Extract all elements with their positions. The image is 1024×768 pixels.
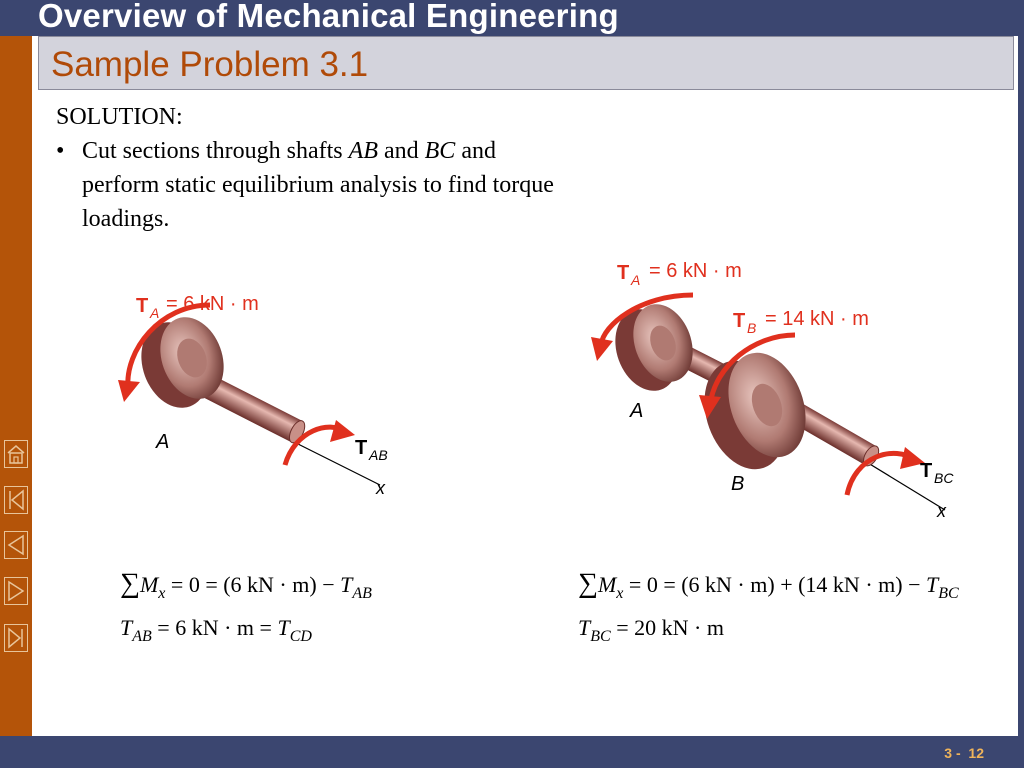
torque-a-sub: A <box>150 305 160 321</box>
bullet-text-part-1: Cut sections through shafts <box>82 138 349 164</box>
point-b-label: B <box>731 473 745 495</box>
bullet-marker: • <box>56 138 65 164</box>
torque-symbol: T <box>120 615 133 640</box>
moment-sub: x <box>616 585 624 602</box>
equation-right-result <box>578 615 724 645</box>
torque-b-value: = 14 kN · m <box>765 308 869 330</box>
torque-ab-sub: AB <box>369 447 388 463</box>
torque-symbol: T <box>578 615 591 640</box>
bullet-and: and <box>377 138 425 164</box>
first-slide-button[interactable] <box>4 486 28 514</box>
x-axis-label: x <box>376 478 385 498</box>
home-button[interactable] <box>4 440 28 468</box>
torque-ab-label: T <box>355 437 368 459</box>
torque-sub: AB <box>132 628 152 645</box>
torque-a-label: T <box>617 262 630 284</box>
equation-body: = 6 kN · m = <box>151 615 278 640</box>
slide-title-box <box>38 36 1014 90</box>
torque-ab-arrowhead <box>330 420 355 442</box>
footer-bar <box>0 736 1024 768</box>
previous-slide-icon <box>6 533 26 557</box>
home-icon <box>6 443 26 465</box>
bullet-text <box>82 134 556 236</box>
torque-symbol-2: T <box>277 615 290 640</box>
moment-symbol: M <box>139 572 159 597</box>
slide-title: Sample Problem 3.1 <box>51 45 369 84</box>
equation-left-result <box>120 615 312 645</box>
disk-a <box>604 296 703 400</box>
moment-sub: x <box>158 585 166 602</box>
equation-body: = 20 kN · m <box>610 615 724 640</box>
shaft-ab-figure <box>100 280 410 505</box>
torque-bc-sub: BC <box>934 470 954 486</box>
shaft-ab-label: AB <box>348 138 378 164</box>
equation-body: = 0 = (6 kN · m) + (14 kN · m) − <box>623 572 926 597</box>
torque-sub: BC <box>938 585 959 602</box>
torque-a-label: T <box>136 295 149 317</box>
torque-a-arrowhead <box>118 380 140 402</box>
course-title: Overview of Mechanical Engineering <box>38 0 619 34</box>
solution-text <box>56 100 556 236</box>
torque-sub-2: CD <box>289 628 312 645</box>
torque-bc-label: T <box>920 460 933 482</box>
point-a-label: A <box>630 400 644 422</box>
equation-left-sum <box>120 568 372 600</box>
last-slide-icon <box>6 626 26 650</box>
first-slide-icon <box>6 488 26 512</box>
solution-label: SOLUTION: <box>56 104 183 130</box>
torque-b-sub: B <box>747 320 757 336</box>
torque-a-sub: A <box>631 272 641 288</box>
sum-symbol: ∑ <box>578 568 598 599</box>
shaft-bc-figure <box>585 255 985 520</box>
torque-sub: AB <box>352 585 372 602</box>
next-slide-icon <box>6 579 26 603</box>
right-edge <box>1018 0 1024 736</box>
torque-a-arrowhead <box>591 337 613 361</box>
torque-symbol: T <box>926 572 939 597</box>
left-sidebar <box>0 0 32 768</box>
page-number: 3 - 12 <box>944 745 984 761</box>
moment-symbol: M <box>597 572 617 597</box>
bullet-item <box>56 134 556 236</box>
next-slide-button[interactable] <box>4 577 28 605</box>
torque-a-value: = 6 kN · m <box>166 293 259 315</box>
previous-slide-button[interactable] <box>4 531 28 559</box>
point-a-label: A <box>156 431 170 453</box>
sum-symbol: ∑ <box>120 568 140 599</box>
torque-a-value: = 6 kN · m <box>649 260 742 282</box>
last-slide-button[interactable] <box>4 624 28 652</box>
torque-b-label: T <box>733 310 746 332</box>
shaft-bc-label: BC <box>424 138 456 164</box>
equation-right-sum <box>578 568 959 600</box>
torque-symbol: T <box>340 572 353 597</box>
bullet-text-part-2: and perform static equilibrium analysis to find torque loadings. <box>82 138 554 232</box>
torque-sub: BC <box>590 628 611 645</box>
equation-body: = 0 = (6 kN · m) − <box>165 572 341 597</box>
x-axis-label: x <box>937 501 946 520</box>
